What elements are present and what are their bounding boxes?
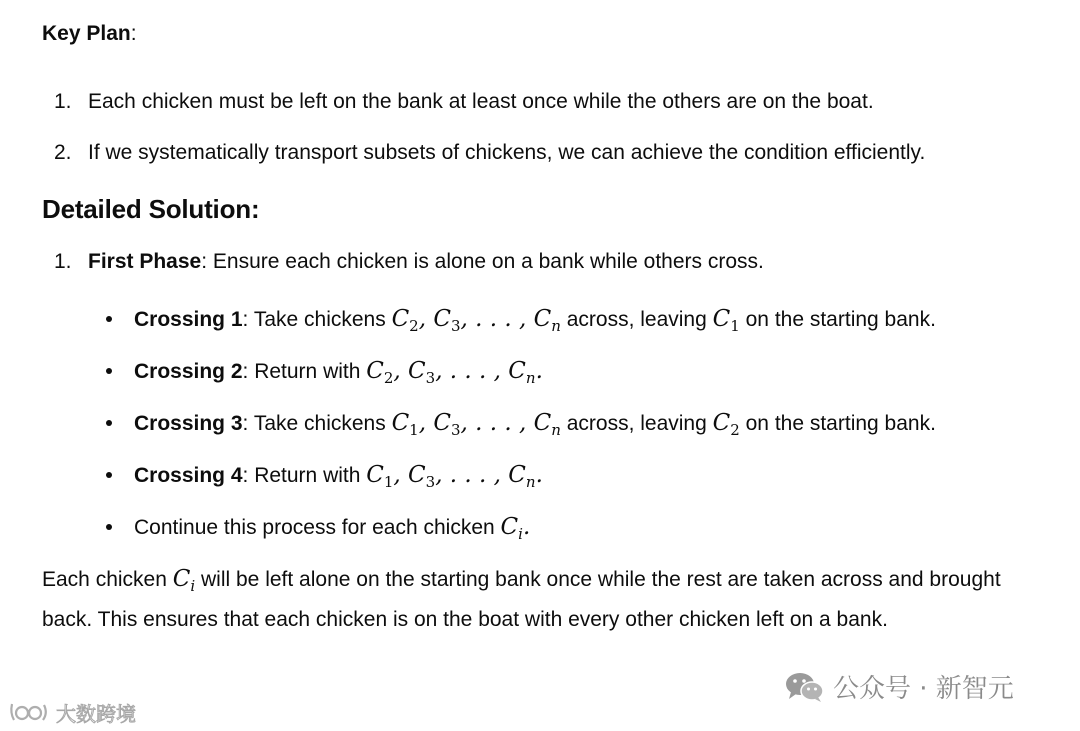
section-heading: Detailed Solution: [42,194,260,224]
paragraph-text: Each chicken [42,568,173,591]
document-body [42,14,1042,640]
phase-title: First Phase [88,250,202,273]
phase-text: : Ensure each chicken is alone on a bank while others cross. [201,250,764,273]
math-expression: $C_2$, $C_3$, . . . , $C_n$. [366,358,543,387]
list-item-text: If we systematically transport subsets of chickens, we can achieve the condition efficiently. [88,141,926,164]
watermark-text: 大数跨境 [56,702,136,726]
math-expression: $C_1$, $C_3$, . . . , $C_n$. [366,462,543,491]
crossing-text: : Return with [242,360,367,383]
bullet-icon [106,420,112,426]
wechat-icon [785,670,825,704]
list-number: 2. [54,141,72,164]
crossing-item [88,507,1042,548]
crossing-text: across, leaving [560,308,713,331]
paragraph-text: will be left alone on the starting bank once while the rest are taken across and brought back. This ensures that each chicken is on the boat with every other chicken left on a bank. [42,568,1001,631]
dsk-watermark [8,698,136,727]
crossing-item [88,455,1042,496]
crossing-item [88,403,1042,444]
list-item [42,82,1042,122]
phase-item [42,242,1042,548]
dsk-logo-icon [8,700,52,726]
bullet-icon [106,316,112,322]
key-plan-heading [42,14,1042,54]
key-plan-label: Key Plan [42,22,131,45]
crossing-list [88,299,1042,548]
math-expression: $C_2$, $C_3$, . . . , $C_n$ [391,306,561,335]
crossing-label: Crossing 4 [134,464,243,487]
crossing-text: : Take chickens [242,308,392,331]
crossing-text: on the starting bank. [739,412,936,435]
bullet-icon [106,524,112,530]
crossing-text: : Return with [242,464,367,487]
crossing-text: across, leaving [560,412,713,435]
bullet-icon [106,472,112,478]
phase-list [42,242,1042,548]
crossing-item [88,351,1042,392]
list-item-text: Each chicken must be left on the bank at least once while the others are on the boat. [88,90,874,113]
list-item [42,133,1042,173]
list-number: 1. [54,250,72,273]
crossing-label: Crossing 1 [134,308,243,331]
crossing-item [88,299,1042,340]
crossing-label: Crossing 3 [134,412,243,435]
summary-paragraph [42,559,1042,640]
crossing-label: Crossing 2 [134,360,243,383]
key-plan-list [42,82,1042,173]
wechat-watermark [785,668,1014,705]
key-plan-colon: : [130,22,137,45]
math-expression: $C_1$ [712,306,740,335]
math-expression: $C_i$ [172,566,196,595]
bullet-icon [106,368,112,374]
math-expression: $C_i$. [500,514,531,543]
math-expression: $C_2$ [712,410,740,439]
math-expression: $C_1$, $C_3$, . . . , $C_n$ [391,410,561,439]
crossing-text: Continue this process for each chicken [134,516,501,539]
watermark-text: 公众号 · 新智元 [833,674,1014,704]
list-number: 1. [54,90,72,113]
crossing-text: on the starting bank. [739,308,936,331]
crossing-text: : Take chickens [242,412,392,435]
